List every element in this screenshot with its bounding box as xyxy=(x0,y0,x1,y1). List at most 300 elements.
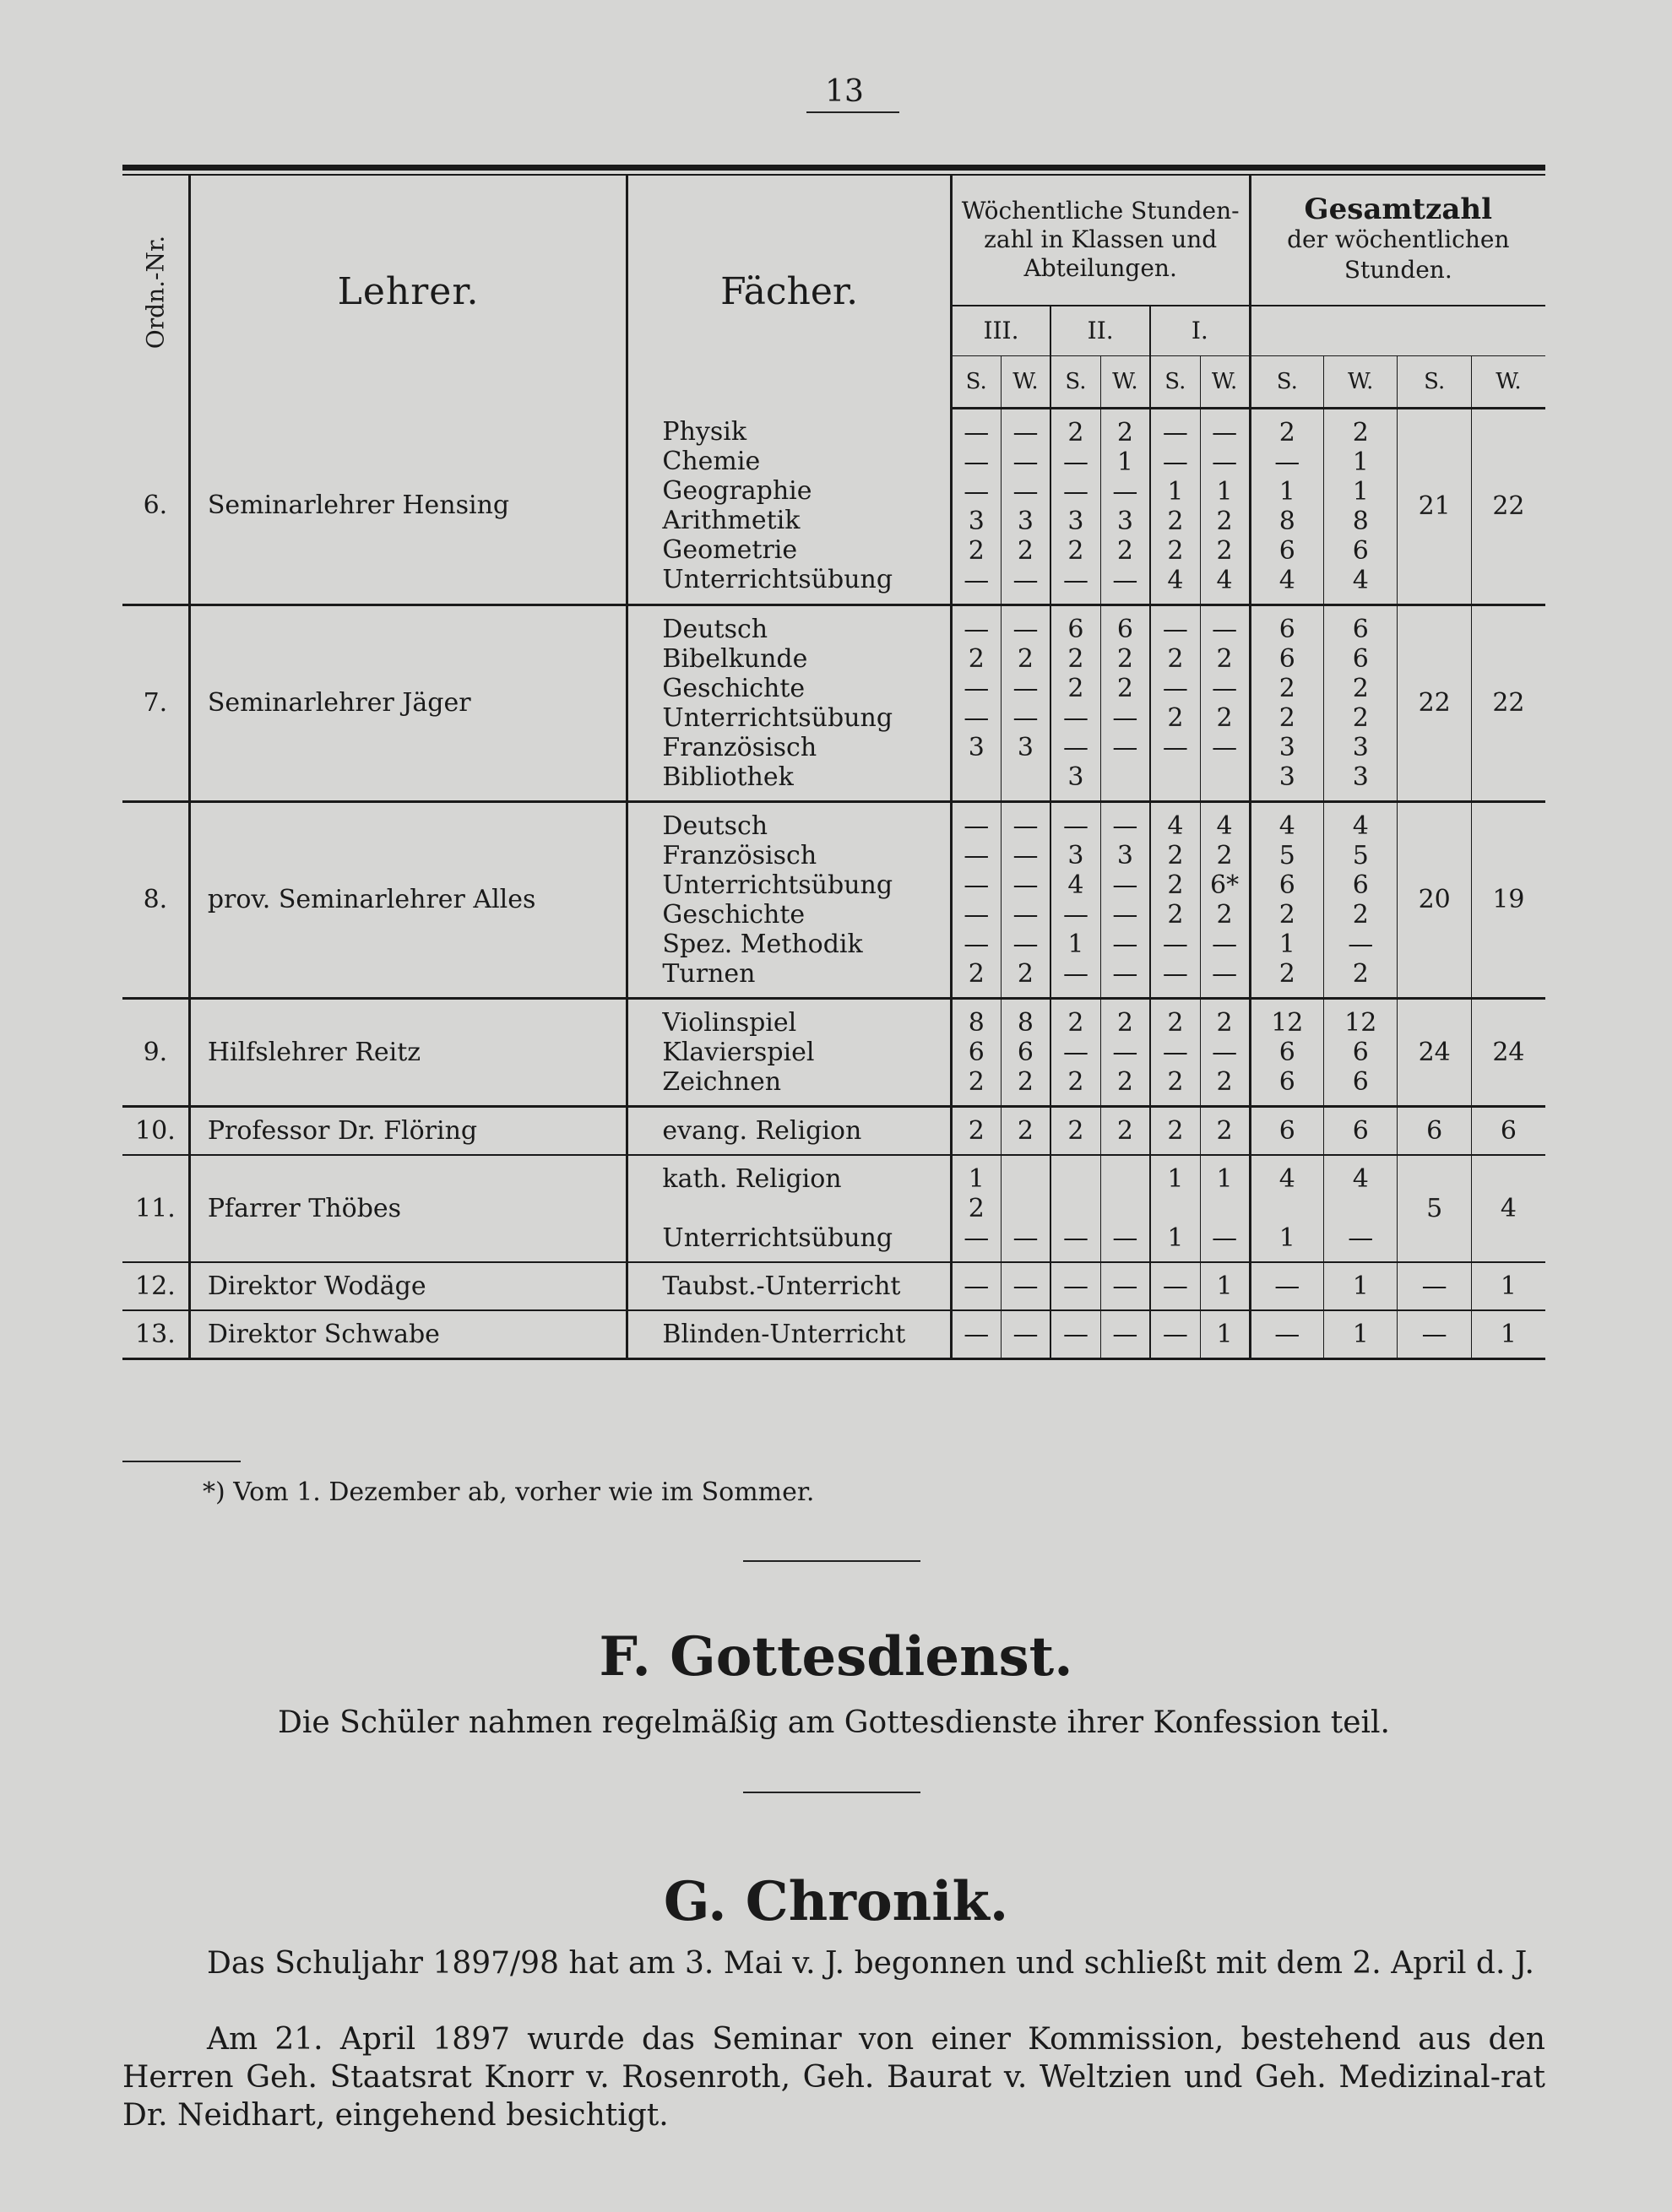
hours-value: — xyxy=(964,929,990,959)
hours-value: 3 xyxy=(1352,732,1369,762)
hours-cell xyxy=(1001,1310,1050,1359)
hours-value: — xyxy=(964,476,990,507)
hours-value: 2 xyxy=(1352,702,1369,733)
hours-value: 3 xyxy=(1278,762,1295,792)
hours-cell xyxy=(1250,1310,1323,1359)
hours-value: — xyxy=(1062,899,1088,930)
hours-value: — xyxy=(1212,673,1238,703)
hours-value: — xyxy=(964,673,990,703)
header-w: W. xyxy=(1324,356,1398,408)
hours-value: 2 xyxy=(1352,899,1369,930)
hours-value: 6 xyxy=(1278,870,1295,900)
hours-value: — xyxy=(964,1223,990,1253)
hours-value: 6 xyxy=(1017,1037,1034,1067)
hours-value: 1 xyxy=(1216,476,1233,507)
hours-cell xyxy=(1150,1155,1200,1262)
hours-value xyxy=(1251,1194,1323,1223)
hours-value: — xyxy=(1212,417,1238,447)
hours-value: 2 xyxy=(1278,958,1295,989)
header-class-ii: II. xyxy=(1050,306,1150,356)
hours-value: — xyxy=(1162,447,1188,477)
hours-value: — xyxy=(1212,732,1238,762)
hours-cell xyxy=(1001,998,1050,1106)
header-weekly-hours: Wöchentliche Stunden-zahl in Klassen und Abteilungen. xyxy=(951,176,1250,306)
hours-value: 2 xyxy=(1017,1066,1034,1097)
hours-value: 4 xyxy=(1067,870,1084,900)
hours-value: 2 xyxy=(1116,1066,1133,1097)
hours-value: — xyxy=(1012,1319,1039,1349)
header-s: S. xyxy=(1050,356,1100,408)
total-winter: 1 xyxy=(1471,1262,1545,1310)
hours-value: 6 xyxy=(1067,614,1084,644)
hours-cell xyxy=(951,1155,1001,1262)
hours-value: — xyxy=(1212,929,1238,959)
total-winter: 1 xyxy=(1471,1310,1545,1359)
hours-value: 1 xyxy=(1278,476,1295,507)
hours-value: 1 xyxy=(1167,1163,1184,1194)
hours-value: — xyxy=(1012,811,1039,841)
hours-value: 4 xyxy=(1352,565,1369,595)
subject-item: Bibliothek xyxy=(662,762,794,792)
subject-item: Geschichte xyxy=(662,673,806,703)
hours-value: 3 xyxy=(1352,762,1369,792)
hours-value: 1 xyxy=(1216,1163,1233,1194)
hours-cell xyxy=(1050,605,1100,801)
hours-cell xyxy=(1250,1106,1323,1155)
hours-value: 4 xyxy=(1278,1163,1295,1194)
header-nr: Ordn.-Nr. xyxy=(122,176,189,408)
hours-value: — xyxy=(1274,447,1300,477)
hours-cell xyxy=(1324,801,1398,998)
hours-value: — xyxy=(1112,565,1138,595)
hours-value: 2 xyxy=(1067,673,1084,703)
hours-value: 2 xyxy=(1278,673,1295,703)
lessons-table xyxy=(122,176,1545,1360)
hours-value: 6 xyxy=(1278,1066,1295,1097)
teacher-name: Seminarlehrer Hensing xyxy=(189,408,627,605)
teacher-name: Direktor Wodäge xyxy=(189,1262,627,1310)
hours-value: — xyxy=(1162,1271,1188,1301)
hours-value: — xyxy=(1112,870,1138,900)
hours-cell xyxy=(1150,801,1200,998)
hours-value: — xyxy=(1162,673,1188,703)
hours-cell xyxy=(1200,1155,1250,1262)
subject-item: Bibelkunde xyxy=(662,643,808,674)
hours-value: 2 xyxy=(1278,417,1295,447)
hours-value: — xyxy=(1212,958,1238,989)
hours-value: — xyxy=(1012,565,1039,595)
hours-value: — xyxy=(1112,1223,1138,1253)
hours-value: — xyxy=(1012,447,1039,477)
total-summer: — xyxy=(1398,1262,1471,1310)
hours-value xyxy=(1002,762,1050,792)
hours-value: 2 xyxy=(1017,643,1034,674)
hours-value: — xyxy=(1212,1223,1238,1253)
hours-cell xyxy=(1200,1106,1250,1155)
hours-value: 2 xyxy=(1216,1007,1233,1038)
hours-value: 6 xyxy=(1352,1066,1369,1097)
section-f-text: Die Schüler nahmen regelmäßig am Gottesdienste ihrer Konfession teil. xyxy=(278,1705,1390,1740)
subject-item: Violinspiel xyxy=(662,1007,797,1038)
hours-cell xyxy=(951,1310,1001,1359)
subject-item: Unterrichtsübung xyxy=(662,870,893,900)
hours-value: 2 xyxy=(1216,535,1233,566)
hours-cell xyxy=(1250,801,1323,998)
hours-value: — xyxy=(1162,417,1188,447)
hours-value: 1 xyxy=(1167,1223,1184,1253)
hours-value: 2 xyxy=(968,1115,985,1146)
hours-value: — xyxy=(1162,1037,1188,1067)
header-w: W. xyxy=(1100,356,1150,408)
hours-cell xyxy=(1324,1310,1398,1359)
hours-value: 2 xyxy=(1352,958,1369,989)
subject-list xyxy=(627,801,951,998)
header-class-iii: III. xyxy=(951,306,1050,356)
subject-item: Turnen xyxy=(662,958,756,989)
hours-value: 1 xyxy=(1116,447,1133,477)
header-subjects: Fächer. xyxy=(627,176,951,408)
hours-value xyxy=(1002,1164,1050,1194)
hours-value: — xyxy=(1012,1271,1039,1301)
total-winter: 22 xyxy=(1471,605,1545,801)
table-row xyxy=(122,408,1545,605)
hours-value: — xyxy=(1012,702,1039,733)
hours-value: 2 xyxy=(1116,643,1133,674)
total-summer: — xyxy=(1398,1310,1471,1359)
hours-value xyxy=(1002,1194,1050,1223)
hours-cell xyxy=(1100,605,1150,801)
hours-value: 2 xyxy=(1017,1115,1034,1146)
hours-value xyxy=(1201,1194,1249,1223)
row-number: 9. xyxy=(122,998,189,1106)
hours-value: 1 xyxy=(1067,929,1084,959)
subject-list xyxy=(627,1262,951,1310)
hours-cell xyxy=(951,605,1001,801)
table-row xyxy=(122,998,1545,1106)
hours-value: — xyxy=(1112,702,1138,733)
header-total-spacer xyxy=(1250,306,1545,356)
hours-value: — xyxy=(1012,840,1039,870)
hours-cell xyxy=(1050,1262,1100,1310)
hours-value: — xyxy=(1212,1037,1238,1067)
hours-value xyxy=(1101,1194,1149,1223)
hours-cell xyxy=(1250,998,1323,1106)
hours-value: 1 xyxy=(1352,447,1369,477)
subject-item: Geometrie xyxy=(662,534,798,565)
hours-value: — xyxy=(1012,870,1039,900)
hours-value: 2 xyxy=(1216,506,1233,536)
hours-cell xyxy=(1100,1155,1150,1262)
teacher-name: Direktor Schwabe xyxy=(189,1310,627,1359)
hours-value: 6 xyxy=(1352,535,1369,566)
hours-value: 6 xyxy=(1352,643,1369,674)
table-top-rule xyxy=(122,165,1545,176)
hours-cell xyxy=(1250,1262,1323,1310)
subject-item: Taubst.-Unterricht xyxy=(662,1271,901,1301)
hours-value: — xyxy=(1348,929,1374,959)
total-winter: 6 xyxy=(1471,1106,1545,1155)
hours-value: 4 xyxy=(1216,811,1233,841)
hours-cell xyxy=(951,998,1001,1106)
hours-value: — xyxy=(1112,899,1138,930)
subject-list xyxy=(627,605,951,801)
total-summer: 5 xyxy=(1398,1155,1471,1262)
hours-cell xyxy=(1100,801,1150,998)
hours-cell xyxy=(1050,1155,1100,1262)
table-row xyxy=(122,1155,1545,1262)
subject-item: Chemie xyxy=(662,446,761,476)
header-s: S. xyxy=(951,356,1001,408)
total-winter: 19 xyxy=(1471,801,1545,998)
hours-value: 2 xyxy=(1067,535,1084,566)
hours-value: — xyxy=(1112,476,1138,507)
hours-cell xyxy=(1100,998,1150,1106)
hours-value: 2 xyxy=(1116,535,1133,566)
hours-value: — xyxy=(1212,614,1238,644)
hours-value: 4 xyxy=(1352,811,1369,841)
total-winter: 4 xyxy=(1471,1155,1545,1262)
hours-cell xyxy=(951,1106,1001,1155)
total-winter: 24 xyxy=(1471,998,1545,1106)
hours-value: 2 xyxy=(1167,870,1184,900)
header-s: S. xyxy=(1150,356,1200,408)
hours-value: — xyxy=(1012,1223,1039,1253)
hours-value: 2 xyxy=(1278,702,1295,733)
hours-value: 2 xyxy=(1278,899,1295,930)
hours-value: — xyxy=(1112,811,1138,841)
hours-value: 3 xyxy=(1067,506,1084,536)
hours-value: — xyxy=(1062,1319,1088,1349)
header-w: W. xyxy=(1001,356,1050,408)
section-divider xyxy=(743,1560,920,1562)
hours-value: 2 xyxy=(1116,1115,1133,1146)
subject-item xyxy=(662,1194,949,1223)
header-s: S. xyxy=(1398,356,1471,408)
hours-cell xyxy=(1150,1106,1200,1155)
page-number: 13 xyxy=(825,74,864,109)
hours-value: — xyxy=(964,702,990,733)
subject-item: Französisch xyxy=(662,732,817,762)
hours-value: 2 xyxy=(1167,1115,1184,1146)
hours-cell xyxy=(1150,408,1200,605)
hours-value: — xyxy=(1062,565,1088,595)
hours-cell xyxy=(1001,605,1050,801)
hours-value: 2 xyxy=(1017,958,1034,989)
hours-value: 3 xyxy=(1278,732,1295,762)
hours-value xyxy=(1051,1164,1099,1194)
total-summer: 21 xyxy=(1398,408,1471,605)
hours-value: 8 xyxy=(968,1007,985,1038)
table-row xyxy=(122,801,1545,998)
hours-cell xyxy=(1150,605,1200,801)
hours-cell xyxy=(1324,998,1398,1106)
hours-value: 2 xyxy=(1067,1066,1084,1097)
hours-value: 2 xyxy=(1067,417,1084,447)
section-divider xyxy=(743,1792,920,1793)
hours-value: 4 xyxy=(1352,1163,1369,1194)
hours-value: 2 xyxy=(968,643,985,674)
footnote: *) Vom 1. Dezember ab, vorher wie im Sommer. xyxy=(203,1477,815,1507)
chronik-paragraph-2: Am 21. April 1897 wurde das Seminar von einer Kommission, bestehend aus den Herren Geh. Staatsrat Knorr v. Rosenroth, Geh. Baurat v. Weltzien und Geh. Medizinal-rat Dr. Neidhart, eingehend besichtigt. xyxy=(122,2022,1545,2133)
hours-value: — xyxy=(1112,1037,1138,1067)
hours-value: 2 xyxy=(1216,840,1233,870)
hours-cell xyxy=(1200,1310,1250,1359)
hours-cell xyxy=(1250,408,1323,605)
hours-cell xyxy=(1001,1262,1050,1310)
hours-cell xyxy=(1324,1155,1398,1262)
hours-value: — xyxy=(1112,1271,1138,1301)
hours-value: 4 xyxy=(1278,565,1295,595)
hours-value: — xyxy=(1062,732,1088,762)
hours-value xyxy=(1201,762,1249,792)
hours-value: 1 xyxy=(1167,476,1184,507)
hours-cell xyxy=(1001,801,1050,998)
hours-value: 12 xyxy=(1271,1007,1304,1038)
header-w: W. xyxy=(1200,356,1250,408)
hours-value: 2 xyxy=(1216,643,1233,674)
hours-value xyxy=(953,762,1001,792)
hours-value: 6 xyxy=(1116,614,1133,644)
hours-value: 1 xyxy=(1278,1223,1295,1253)
hours-value: — xyxy=(1112,958,1138,989)
hours-value: — xyxy=(1012,929,1039,959)
section-g-heading: G. Chronik. xyxy=(663,1870,1009,1933)
subject-item: Unterrichtsübung xyxy=(662,1223,893,1253)
hours-value: 2 xyxy=(1067,1115,1084,1146)
hours-value: 8 xyxy=(1017,1007,1034,1038)
hours-cell xyxy=(1150,998,1200,1106)
teacher-name: Professor Dr. Flöring xyxy=(189,1106,627,1155)
subject-item: Arithmetik xyxy=(662,505,801,535)
teacher-name: prov. Seminarlehrer Alles xyxy=(189,801,627,998)
hours-cell xyxy=(1324,408,1398,605)
hours-value: — xyxy=(964,899,990,930)
hours-value: — xyxy=(964,1319,990,1349)
hours-value: 6 xyxy=(1278,643,1295,674)
hours-value: 6 xyxy=(1352,1037,1369,1067)
hours-value: 2 xyxy=(968,1066,985,1097)
hours-value: 2 xyxy=(968,535,985,566)
row-number: 10. xyxy=(122,1106,189,1155)
hours-value: 1 xyxy=(1352,1319,1369,1349)
subject-list xyxy=(627,1106,951,1155)
hours-cell xyxy=(1200,1262,1250,1310)
lessons-table-wrap xyxy=(122,165,1545,1360)
header-total xyxy=(1250,176,1545,306)
hours-value: 6 xyxy=(968,1037,985,1067)
hours-value: 2 xyxy=(1017,535,1034,566)
hours-value xyxy=(1101,762,1149,792)
hours-value: — xyxy=(1012,476,1039,507)
hours-cell xyxy=(1200,605,1250,801)
hours-value: — xyxy=(1012,417,1039,447)
hours-value: 2 xyxy=(1067,643,1084,674)
subject-list xyxy=(627,408,951,605)
hours-value: 2 xyxy=(968,958,985,989)
hours-cell xyxy=(1200,408,1250,605)
hours-value: 2 xyxy=(1167,535,1184,566)
hours-cell xyxy=(1050,408,1100,605)
hours-value: 1 xyxy=(1352,1271,1369,1301)
total-winter: 22 xyxy=(1471,408,1545,605)
hours-value: 2 xyxy=(1116,673,1133,703)
header-w: W. xyxy=(1471,356,1545,408)
hours-cell xyxy=(1200,998,1250,1106)
header-class-i: I. xyxy=(1150,306,1250,356)
hours-value: 2 xyxy=(1216,1066,1233,1097)
hours-value: 3 xyxy=(968,506,985,536)
hours-value: — xyxy=(1062,1037,1088,1067)
hours-value: 4 xyxy=(1167,565,1184,595)
hours-cell xyxy=(1100,408,1150,605)
hours-value: — xyxy=(1062,958,1088,989)
hours-value: — xyxy=(964,1271,990,1301)
subject-item: Zeichnen xyxy=(662,1066,782,1097)
hours-value: 3 xyxy=(1067,840,1084,870)
subject-item: Deutsch xyxy=(662,811,768,841)
hours-cell xyxy=(1100,1262,1150,1310)
table-row xyxy=(122,1262,1545,1310)
teacher-name: Hilfslehrer Reitz xyxy=(189,998,627,1106)
header-s: S. xyxy=(1250,356,1323,408)
hours-value: — xyxy=(1062,476,1088,507)
table-row xyxy=(122,1106,1545,1155)
subject-item: Geschichte xyxy=(662,899,806,930)
hours-value: 2 xyxy=(1352,673,1369,703)
hours-value: 4 xyxy=(1278,811,1295,841)
hours-value: 8 xyxy=(1352,506,1369,536)
hours-value: 5 xyxy=(1278,840,1295,870)
row-number: 7. xyxy=(122,605,189,801)
subject-list xyxy=(627,1310,951,1359)
hours-value: 6 xyxy=(1278,614,1295,644)
subject-item: Geographie xyxy=(662,475,812,506)
hours-cell xyxy=(951,1262,1001,1310)
hours-cell xyxy=(1100,1310,1150,1359)
hours-value: — xyxy=(964,614,990,644)
hours-value: — xyxy=(1162,732,1188,762)
hours-value: — xyxy=(964,447,990,477)
hours-value: 2 xyxy=(1167,1007,1184,1038)
hours-cell xyxy=(1050,998,1100,1106)
hours-value: 6 xyxy=(1352,870,1369,900)
hours-value: 2 xyxy=(1067,1007,1084,1038)
hours-value: 3 xyxy=(1017,506,1034,536)
hours-value: — xyxy=(1062,811,1088,841)
hours-value: — xyxy=(1112,732,1138,762)
total-summer: 24 xyxy=(1398,998,1471,1106)
hours-value: 1 xyxy=(1278,929,1295,959)
total-summer: 20 xyxy=(1398,801,1471,998)
table-row xyxy=(122,605,1545,801)
hours-value xyxy=(1101,1164,1149,1194)
subject-item: Unterrichtsübung xyxy=(662,564,893,594)
hours-value: 6 xyxy=(1278,1037,1295,1067)
hours-cell xyxy=(1050,1106,1100,1155)
hours-value: — xyxy=(1112,1319,1138,1349)
hours-value: — xyxy=(1062,1223,1088,1253)
hours-value: — xyxy=(1112,929,1138,959)
hours-value: — xyxy=(1062,702,1088,733)
hours-cell xyxy=(1324,605,1398,801)
hours-value: 3 xyxy=(1116,840,1133,870)
subject-list xyxy=(627,1155,951,1262)
hours-cell xyxy=(1001,1155,1050,1262)
hours-value: 3 xyxy=(968,732,985,762)
hours-cell xyxy=(1150,1262,1200,1310)
hours-value: 1 xyxy=(968,1163,985,1194)
teacher-name: Seminarlehrer Jäger xyxy=(189,605,627,801)
